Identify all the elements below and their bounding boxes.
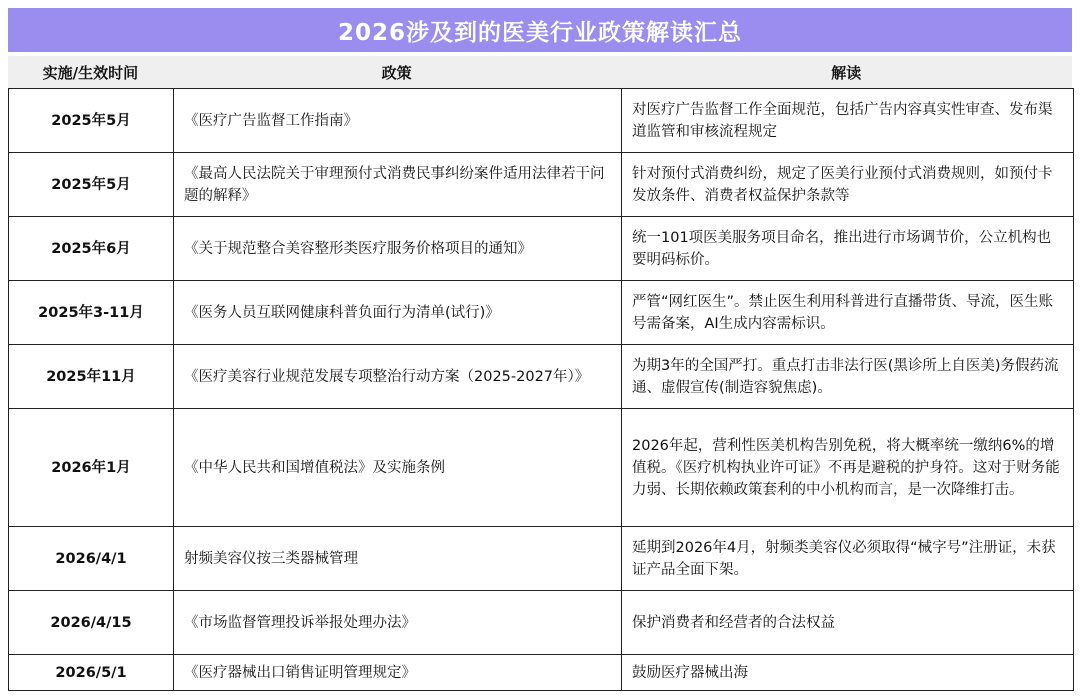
row-policy: 《医疗美容行业规范发展专项整治行动方案（2025-2027年）》 <box>174 345 622 409</box>
row-time: 2025年3-11月 <box>9 281 174 345</box>
row-interpretation: 统一101项医美服务项目命名，推出进行市场调节价，公立机构也要明码标价。 <box>622 217 1074 281</box>
row-policy: 《市场监督管理投诉举报处理办法》 <box>174 591 622 655</box>
row-time: 2025年5月 <box>9 153 174 217</box>
row-interpretation: 严管“网红医生”。禁止医生利用科普进行直播带货、导流，医生账号需备案，AI生成内容需标识。 <box>622 281 1074 345</box>
row-time: 2026/4/1 <box>9 527 174 591</box>
row-interpretation: 为期3年的全国严打。重点打击非法行医(黑诊所上自医美)务假药流通、虚假宣传(制造容貌焦虑)。 <box>622 345 1074 409</box>
row-interpretation: 延期到2026年4月，射频类美容仪必须取得“械字号”注册证，未获证产品全面下架。 <box>622 527 1074 591</box>
header-time: 实施/生效时间 <box>42 63 139 82</box>
header-policy: 政策 <box>381 63 412 82</box>
row-policy: 《医务人员互联网健康科普负面行为清单(试行)》 <box>174 281 622 345</box>
table-row <box>9 281 1074 345</box>
table-row <box>9 345 1074 409</box>
policy-table <box>8 88 1074 691</box>
row-interpretation: 针对预付式消费纠纷，规定了医美行业预付式消费规则，如预付卡发放条件、消费者权益保护条款等 <box>622 153 1074 217</box>
row-policy: 射频美容仪按三类器械管理 <box>174 527 622 591</box>
row-policy: 《关于规范整合美容整形类医疗服务价格项目的通知》 <box>174 217 622 281</box>
row-time: 2026/4/15 <box>9 591 174 655</box>
page-title: 2026涉及到的医美行业政策解读汇总 <box>8 8 1072 52</box>
row-interpretation: 对医疗广告监督工作全面规范，包括广告内容真实性审查、发布渠道监管和审核流程规定 <box>622 89 1074 153</box>
table-row <box>9 217 1074 281</box>
row-time: 2025年5月 <box>9 89 174 153</box>
row-interpretation: 2026年起，营利性医美机构告别免税，将大概率统一缴纳6%的增值税。《医疗机构执业许可证》不再是避税的护身符。这对于财务能力弱、长期依赖政策套利的中小机构而言，是一次降维打击。 <box>622 409 1074 527</box>
table-row <box>9 591 1074 655</box>
table-row <box>9 409 1074 527</box>
row-time: 2025年6月 <box>9 217 174 281</box>
row-interpretation: 鼓励医疗器械出海 <box>622 655 1074 691</box>
table-row <box>9 655 1074 691</box>
row-policy: 《最高人民法院关于审理预付式消费民事纠纷案件适用法律若干问题的解释》 <box>174 153 622 217</box>
row-time: 2026年1月 <box>9 409 174 527</box>
row-time: 2026/5/1 <box>9 655 174 691</box>
row-interpretation: 保护消费者和经营者的合法权益 <box>622 591 1074 655</box>
table-header <box>8 56 1072 88</box>
table-row <box>9 89 1074 153</box>
row-policy: 《医疗广告监督工作指南》 <box>174 89 622 153</box>
table-row <box>9 153 1074 217</box>
header-interpretation: 解读 <box>831 63 862 82</box>
row-policy: 《医疗器械出口销售证明管理规定》 <box>174 655 622 691</box>
row-policy: 《中华人民共和国增值税法》及实施条例 <box>174 409 622 527</box>
row-time: 2025年11月 <box>9 345 174 409</box>
table-row <box>9 527 1074 591</box>
